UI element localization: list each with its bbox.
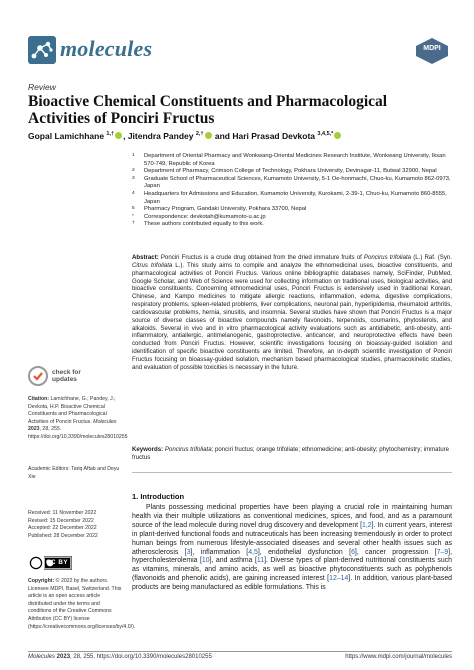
text-run: Ponciri Fructus is a crude drug obtained from the dried immature fruits of [158,254,364,261]
citation-label: Citation: [28,396,50,402]
affiliation-number: 5 [132,206,135,212]
affiliation-item [132,176,452,191]
journal-name[interactable]: molecules [60,36,153,61]
citation-journal: Molecules [93,418,117,425]
citation-block [28,396,128,442]
affiliation-number: 4 [132,190,135,196]
reference-link[interactable]: 1,2 [362,521,372,529]
publication-dates [28,510,123,540]
academic-editors: Academic Editors: Tariq Aftab and Deyu Xie [28,466,120,480]
date-published: Published: 28 December 2022 [28,532,98,539]
author-separator: , [123,131,128,141]
author-name[interactable]: Jitendra Pandey [127,131,194,141]
copyright-label: Copyright: [28,578,55,584]
affiliation-text: These authors contributed equally to this work. [144,221,264,228]
text-run: ], endothelial dysfunction [ [257,548,352,556]
affiliation-item [132,221,452,229]
citation-text: Lamichhane, G.; Pandey, J.; Devkota, H.P. Bioactive Chemical Constituents and Pharmacological Activities of Ponciri Fructus. [28,396,116,425]
footer-divider [28,651,452,652]
affiliation-number: † [132,221,135,227]
footer-year: 2023 [55,654,71,660]
footer-journal: Molecules [28,654,56,660]
affiliation-text: Headquarters for Admissions and Education, Kumamoto University, Kurokami, 2-39-1, Chuo-ku, Kumamoto 860-8555, Japan [144,190,447,205]
text-run: ]. In addition, various plant-based products are being manufactured as edible formulations. This is [132,575,453,592]
citation-doi[interactable]: , 28, 255. https://doi.org/10.3390/molecules28010255 [28,426,128,440]
affiliation-number: 1 [132,153,135,158]
italic-term: Citrus trifoliata [132,261,173,269]
affiliations-list [132,153,452,229]
author-name[interactable]: Gopal Lamichhane [28,131,105,141]
author-list [28,131,448,141]
text-run: ], inflammation [ [190,548,249,556]
text-run: ]. In current years, interest in plant-derived functional foods and nutraceuticals has been increasing tremendously in order to protect human beings from numerous lifestyle-associated diseases and several other health issues such as atherosclerosis [ [132,521,452,556]
abstract [132,254,452,372]
orcid-icon[interactable] [115,132,122,139]
reference-link[interactable]: 4,5 [248,548,258,556]
section-divider [132,472,452,473]
copyright-text: © 2022 by the authors. Licensee MDPI, Basel, Switzerland. This article is an open access article distributed under the terms and conditions of the Creative Commons Attribution (CC BY) license (https://creativecommons.org/licenses/by/4.0/). [28,578,136,630]
italic-term: Poncirus trifoliata [363,254,412,261]
mdpi-logo-text: MDPI [423,45,441,52]
molecules-logo-icon [28,36,56,64]
journal-header [28,36,448,70]
copyright-notice [28,578,136,631]
check-for-updates-button[interactable] [28,366,108,388]
reference-link[interactable]: 10 [201,557,210,565]
keywords-label: Keywords: [132,446,164,453]
affiliation-text: Department of Pharmacy, Crimson College of Technology, Pokhara University, Devinagar-11, Butwal 32900, Nepal [144,168,437,175]
date-revised: Revised: 15 December 2022 [28,517,94,524]
author-affiliation-marks: 2,† [195,131,204,138]
check-updates-icon [28,366,48,386]
affiliation-number: * [132,213,134,219]
author-separator: and [212,131,233,141]
affiliation-number: 3 [132,175,135,181]
text-run: ], and asthma [ [209,557,257,565]
reference-link[interactable]: 6 [351,548,355,556]
reference-link[interactable]: 3 [186,548,191,556]
author-affiliation-marks: 3,4,5,* [317,131,334,138]
keywords [132,446,452,462]
text-run: ; ponciri fructus; orange trifoliate; ethnomedicine; anti-obesity; phytochemistry; immature fructus [132,446,450,461]
affiliation-item [132,214,452,222]
affiliation-item [132,191,452,206]
check-updates-label: check for updates [52,369,81,383]
article-title: Bioactive Chemical Constituents and Pharmacological Activities of Ponciri Fructus [28,93,388,127]
affiliation-text: Graduate School of Pharmaceutical Sciences, Kumamoto University, 5-1 Oe-honmachi, Chuo-ku, Kumamoto 862-0973, Japan [144,175,451,190]
text-run: ]. Diverse types of plant-derived nutritional constituents such as vitamins, minerals, and amino acids, as well as bioactive phytoconstituents such as polyphenols (flavonoids and phenolic acids), are gaining increased interest [ [132,557,452,583]
affiliation-item [132,206,452,214]
section-heading-introduction: 1. Introduction [132,492,185,501]
cc-by-badge-text: CC BY [46,559,69,566]
affiliation-item [132,168,452,176]
article-type: Review [28,82,56,92]
affiliation-item [132,153,452,168]
affiliation-text: Pharmacy Program, Gandaki University, Pokhara 33700, Nepal [144,206,307,213]
affiliation-number: 2 [132,168,135,174]
date-accepted: Accepted: 22 December 2022 [28,525,97,532]
author-affiliation-marks: 1,† [106,131,115,138]
affiliation-text: Department of Oriental Pharmacy and Wonkwang-Oriental Medicines Research Institute, Wonkwang University, Iksan 570-749, Republic of Korea [144,153,446,167]
text-run: Plants possessing medicinal properties have been playing a crucial role in maintaining human health via their multiple utilizations as conventional medicines, spices, and food, and as a paramount source of the lead molecule during novel drug discovery and development [ [132,504,452,529]
text-run: (L.) Raf. (Syn. [411,254,452,261]
text-run: ], cancer progression [ [354,548,437,556]
date-received: Received: 11 November 2022 [28,510,97,516]
reference-link[interactable]: 7–9 [436,548,449,556]
affiliation-text: Correspondence: devkotah@kumamoto-u.ac.jp [144,213,266,220]
author-name[interactable]: Hari Prasad Devkota [232,131,316,141]
italic-term: Poncirus trifoliata [164,446,212,453]
reference-link[interactable]: 12–14 [329,575,349,583]
footer-doi[interactable]: , 28, 255. https://doi.org/10.3390/molecules28010255 [70,654,212,660]
footer-journal-url[interactable]: https://www.mdpi.com/journal/molecules [345,654,452,660]
abstract-label: Abstract: [132,254,159,261]
introduction-text [132,504,452,593]
citation-year: 2023 [28,426,40,433]
orcid-icon[interactable] [205,132,212,139]
text-run: L.). This study aims to compile and analyze the ethnomedicinal uses, bioactive constituents, and pharmacological activities of Ponciri Fructus. Various online bibliographic databases namely, SciFinder, PubMed, Google Scholar, and Web of Science were used for collecting information on traditional uses, biological activities, and bioactive constituents. Concerning ethnomedicinal uses, Ponciri Fructus is extensively used in traditional Korean, Chinese, and Kampo medicines to mitigate allergic reactions, inflammation, edema, digestive complications, respiratory problems, spleen-related problems, liver complications, neuronal pain, hyperlipidemia, rheumatoid arthritis, cardiovascular problems, hernia, sinusitis, and insomnia. Several studies have shown that Ponciri Fructus is a major source of diverse classes of bioactive compounds namely flavonoids, terpenoids, coumarins, phytosterols, and alkaloids. Several in vivo and in vitro pharmacological activity evaluations such as antidiabetic, anti-obesity, anti-inflammatory, antiallergic, antimelanogenic, gastroprotective, anticancer, and neuroprotective effects have been conducted from Ponciri Fructus. However, scientific investigations focusing on bioassay-guided isolation and identification of specific bioactive constituents are limited. Therefore, an in-depth scientific investigation of Ponciri Fructus focusing on bioassay-guided isolation, mechanism based pharmacological studies, pharmacokinetic studies, and evaluation of possible toxicities is necessary in the future. [132,261,452,371]
page-footer [28,654,452,660]
orcid-icon[interactable] [334,132,341,139]
text-run: ], hypercholesterolemia [ [132,548,453,565]
reference-link[interactable]: 11 [256,557,265,565]
